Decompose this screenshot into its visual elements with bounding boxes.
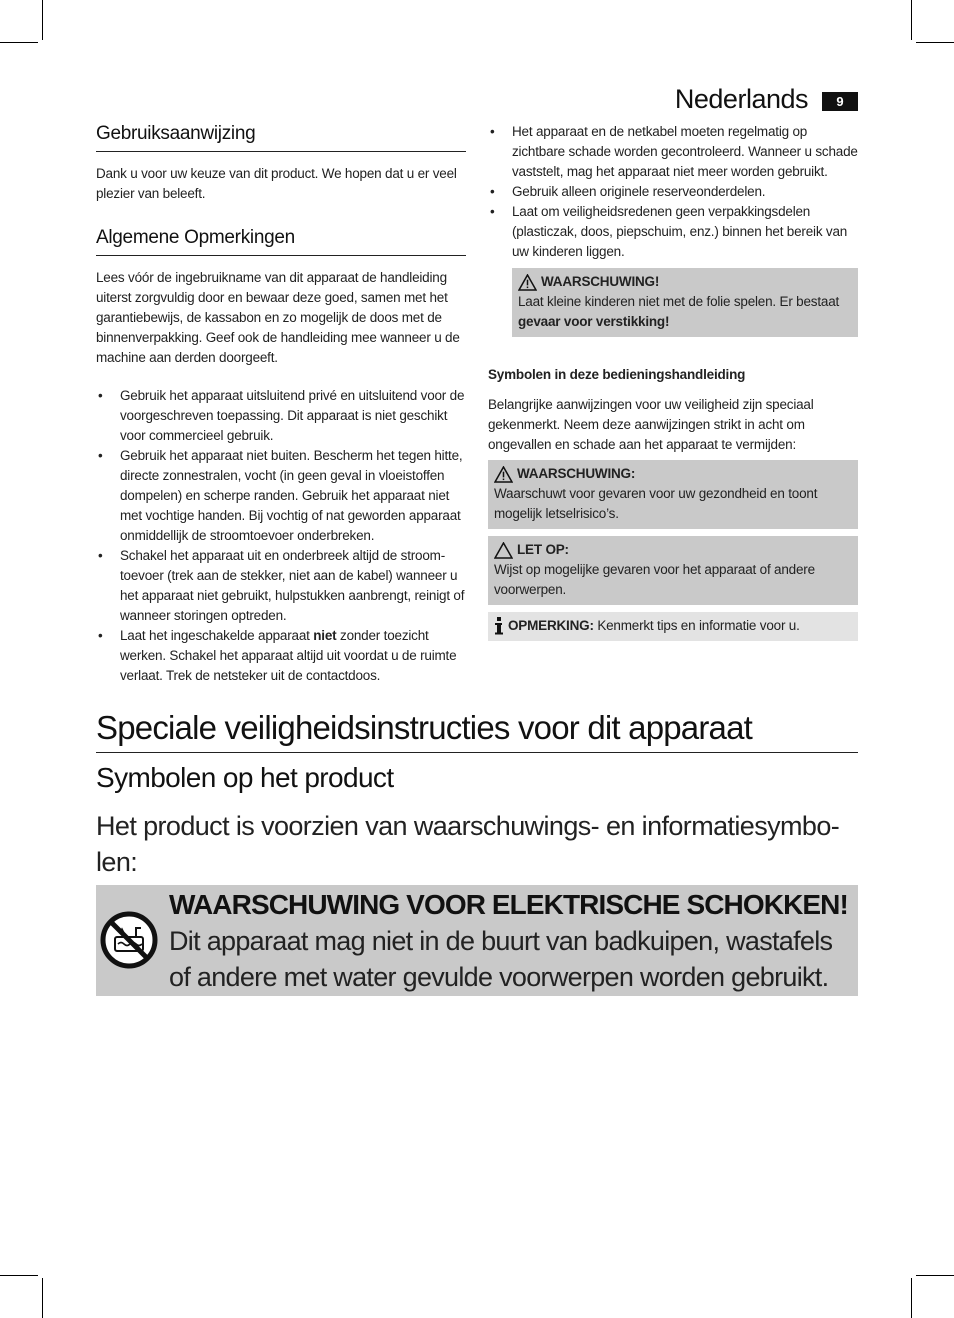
warning-triangle-icon (494, 466, 513, 483)
crop-mark (0, 1275, 38, 1276)
safety-list-right (488, 122, 858, 262)
bullet-text: zonder toezicht werken. Schakel het apparaat altijd uit voordat u de ruimte verlaat. Trek de netsteker uit de contactdoos. (120, 628, 457, 683)
general-paragraph: Lees vóór de ingebruikname van dit apparaat de handleiding uiterst zorgvuldig door en bewaar deze goed, samen met het garantiebewijs, de kassabon en zo mogelijk de doos met de binnenverpakking. Geef ook de handleiding mee wanneer u de machine aan derden doorgeeft. (96, 270, 460, 365)
electric-shock-warning-box (96, 885, 858, 996)
section-title-algemene-opmerkingen: Algemene Opmerkingen (96, 226, 466, 256)
list-item (96, 626, 466, 686)
list-item: • Gebruik het apparaat uitsluitend privé en uitsluitend voor de voorgeschreven toepassing. Dit apparaat is niet geschikt voor commercieel gebruik. (96, 386, 466, 446)
crop-mark (916, 1275, 954, 1276)
note-symbol-box: OPMERKING: Kenmerkt tips en informatie voor u. (488, 612, 858, 641)
section-title-gebruiksaanwijzing: Gebruiksaanwijzing (96, 122, 466, 152)
warning-triangle-icon (518, 274, 537, 291)
warning-box-children (512, 268, 858, 337)
warning-symbol-text: Waarschuwt voor gevaren voor uw gezondheid en toont mogelijk letselrisico’s. (494, 486, 818, 521)
page-title: Speciale veiligheidsinstructies voor dit apparaat (96, 706, 858, 753)
caution-triangle-icon (494, 542, 513, 559)
symbols-intro: Het product is voorzien van waarschuwings- en informatiesymbo-len: (96, 811, 840, 877)
safety-list-left (96, 386, 466, 686)
list-item: • Gebruik het apparaat niet buiten. Bescherm het tegen hitte, directe zonnestralen, vocht (in geen geval in vloeistoffen dompelen) en scherpe randen. Gebruik het apparaat niet met vochtige handen. Bij vochtig of nat geworden apparaat onmiddellijk de stroomtoevoer onderbreken. (96, 446, 466, 546)
bullet-bold-text: niet (313, 628, 337, 643)
warning-symbol-box: WAARSCHUWING: Waarschuwt voor gevaren voor uw gezondheid en toont mogelijk letselrisico’s. (488, 460, 858, 529)
bullet-text: Laat het ingeschakelde apparaat (120, 628, 314, 643)
page-number: 9 (822, 92, 858, 111)
crop-mark (42, 1278, 43, 1318)
info-icon (494, 617, 504, 635)
symbols-paragraph: Belangrijke aanwijzingen voor uw veiligheid zijn speciaal gekenmerkt. Neem deze aanwijzingen strikt in acht om ongevallen en schade aan het apparaat te vermijden: (488, 397, 814, 452)
section-title-symbols-product: Symbolen op het product (96, 762, 394, 793)
list-item: • Gebruik alleen originele reserveonderdelen. (488, 182, 858, 202)
crop-mark (916, 42, 954, 43)
list-item: • Het apparaat en de netkabel moeten regelmatig op zichtbare schade worden gecontroleerd. Wanneer u schade vaststelt, mag het apparaat niet meer worden gebruikt. (488, 122, 858, 182)
symbols-subheading: Symbolen in deze bedieningshandleiding (488, 367, 746, 382)
crop-mark (911, 0, 912, 40)
shock-warning-text: Dit apparaat mag niet in de buurt van badkuipen, wastafels of andere met water gevulde voorwerpen worden gebruikt. (169, 926, 833, 992)
list-item: • Laat om veiligheidsredenen geen verpakkingsdelen (plasticzak, doos, piepschuim, enz.) binnen het bereik van uw kinderen liggen. (488, 202, 858, 262)
caution-symbol-text: Wijst op mogelijke gevaren voor het apparaat of andere voorwerpen. (494, 562, 815, 597)
no-water-bath-icon (100, 911, 158, 969)
shock-warning-title: WAARSCHUWING VOOR ELEKTRISCHE SCHOKKEN! (169, 889, 848, 920)
warning-text: Laat kleine kinderen niet met de folie spelen. Er bestaat gevaar voor verstikking! (518, 294, 840, 329)
right-column (488, 122, 858, 648)
warning-title: WAARSCHUWING! (518, 272, 852, 292)
crop-mark (911, 1278, 912, 1318)
crop-mark (0, 42, 38, 43)
intro-paragraph: Dank u voor uw keuze van dit product. We hopen dat u er veel plezier van beleeft. (96, 166, 457, 201)
language-label: Nederlands (674, 84, 808, 114)
caution-symbol-box: LET OP: Wijst op mogelijke gevaren voor het apparaat of andere voorwerpen. (488, 536, 858, 605)
crop-mark (42, 0, 43, 40)
list-item: • Schakel het apparaat uit en onderbreek altijd de stroom-toevoer (trek aan de stekker, niet aan de kabel) wanneer u het apparaat niet gebruikt, hulpstukken aanbrengt, reinigt of wanneer storingen optreden. (96, 546, 466, 626)
left-column (96, 122, 466, 686)
